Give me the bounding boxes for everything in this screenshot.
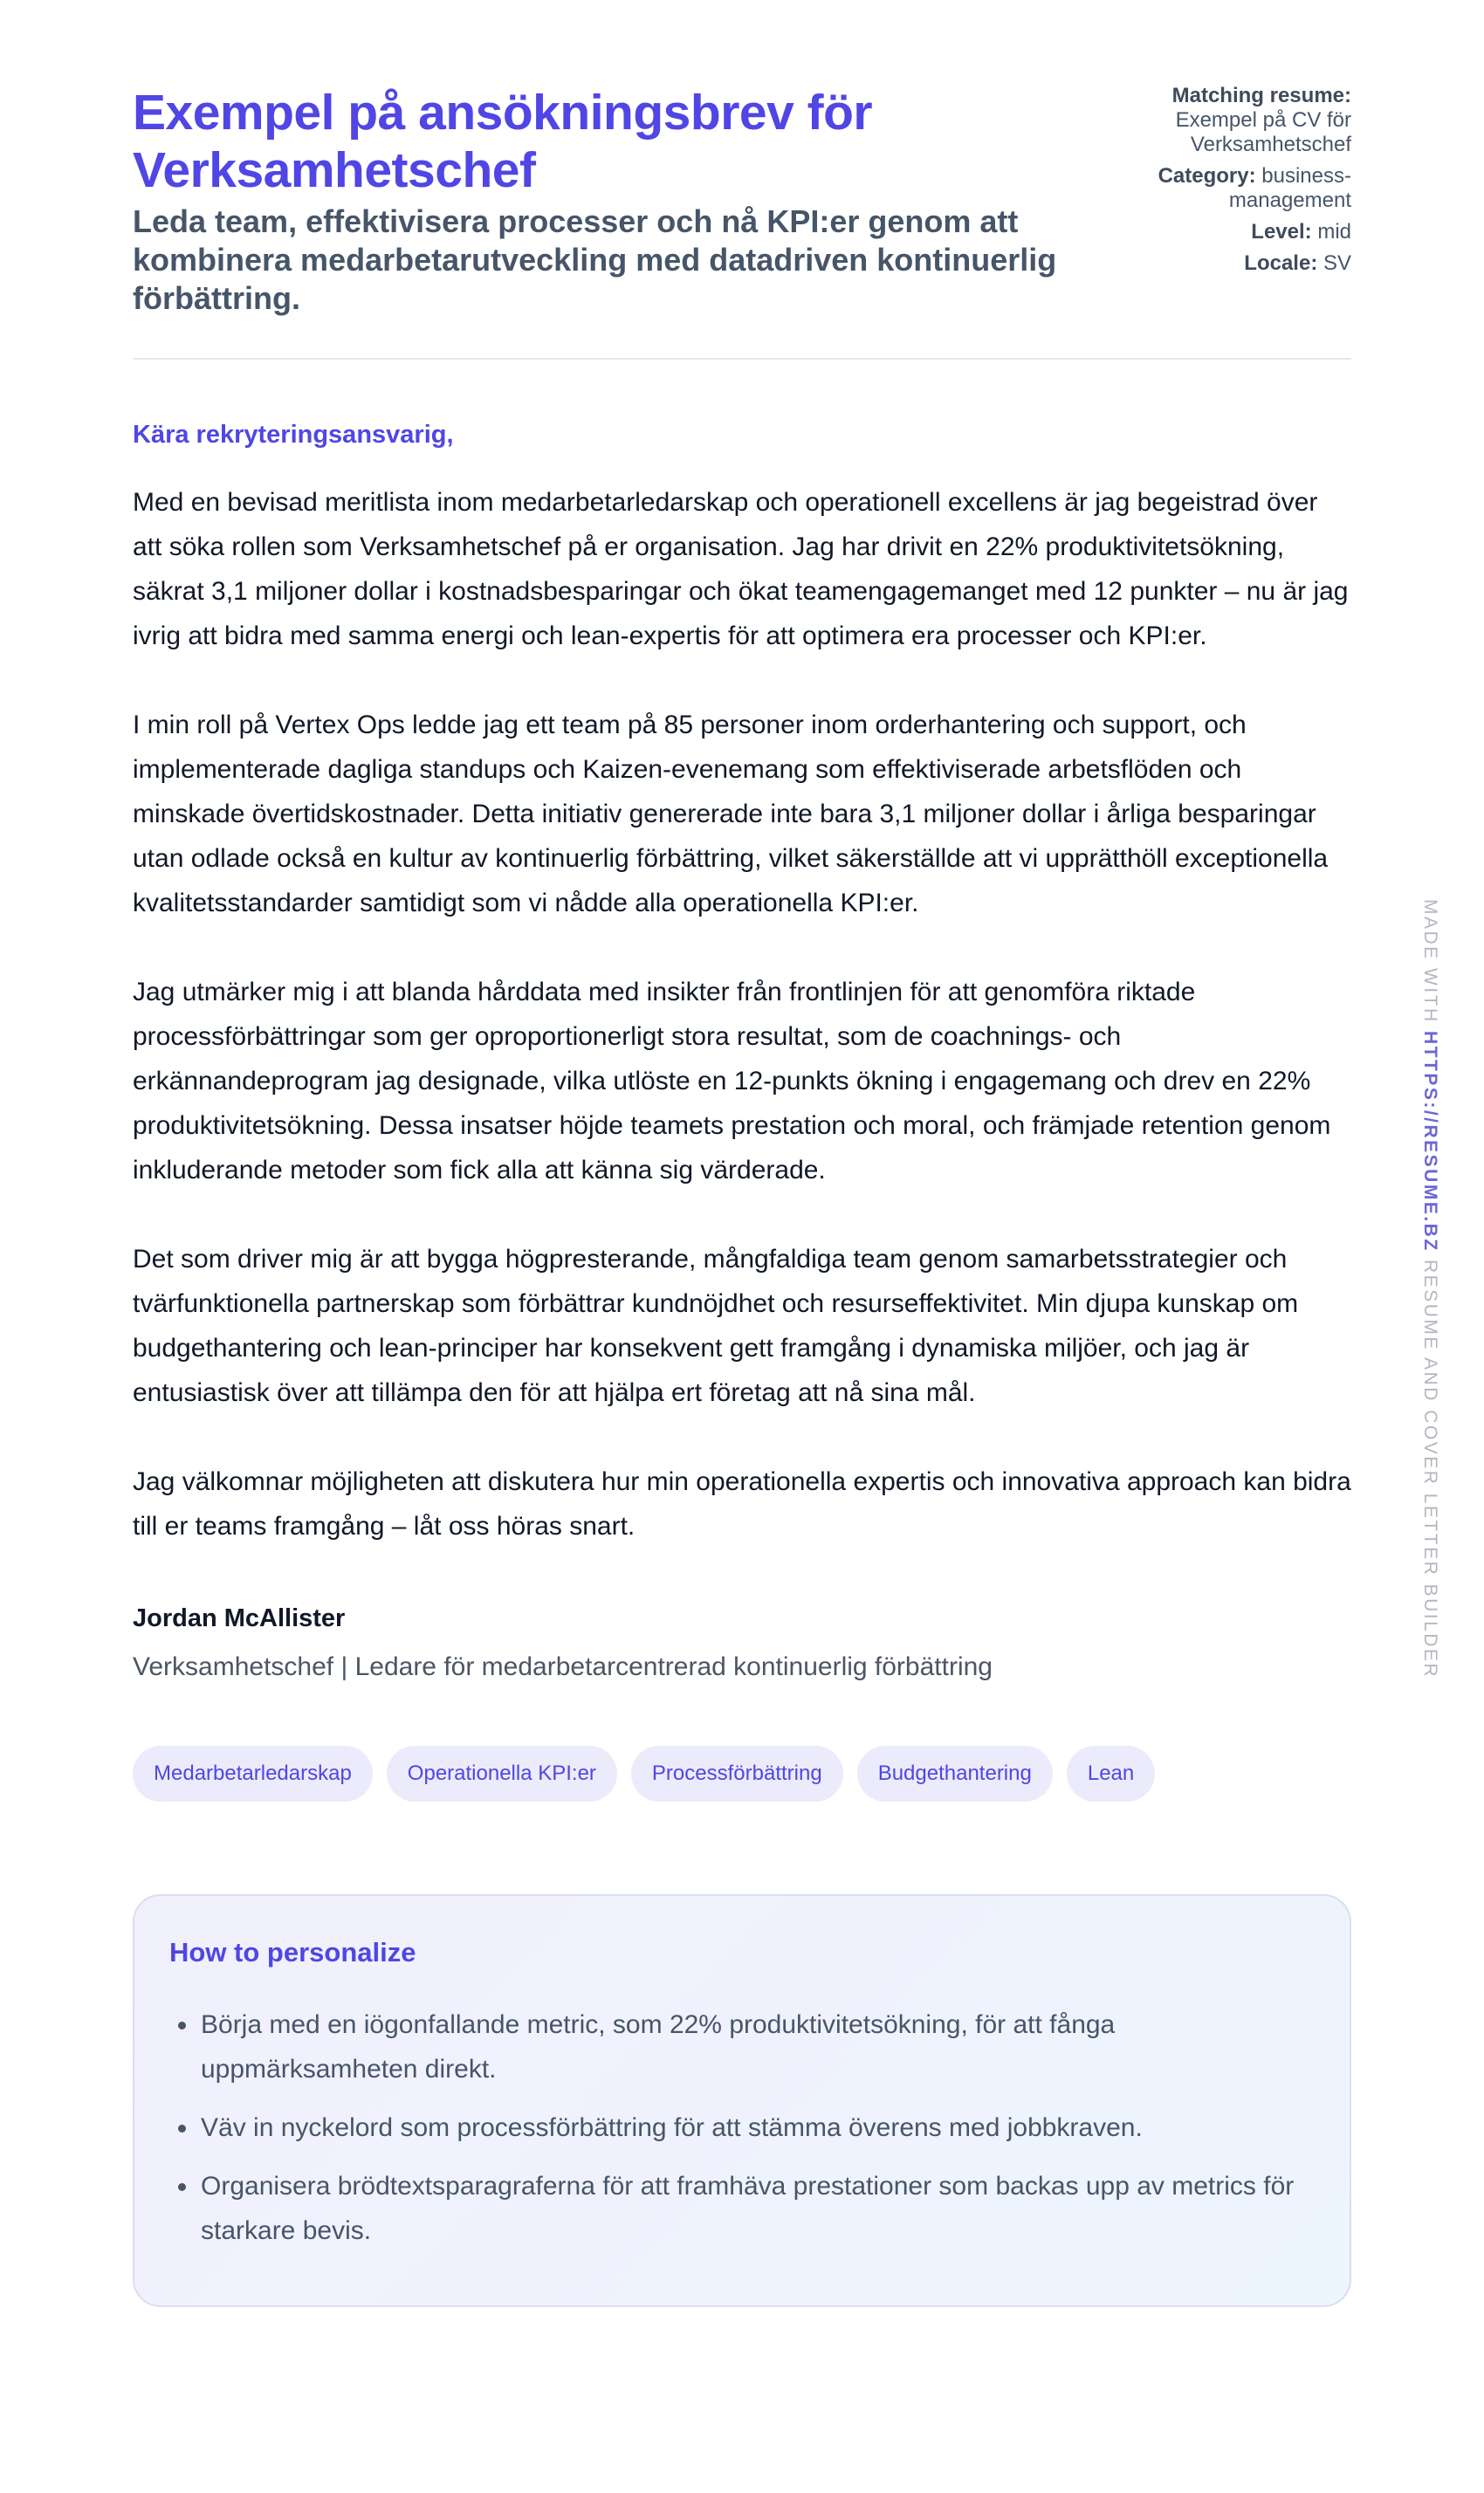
signature <box>133 1603 1351 1685</box>
signature-title: Verksamhetschef | Ledare för medarbetarcentrerad kontinuerlig förbättring <box>133 1652 993 1681</box>
skill-tag: Lean <box>1067 1746 1155 1802</box>
letter-body <box>133 419 1351 1685</box>
matching-resume-link[interactable]: Exempel på CV för Verksamhetschef <box>1175 108 1351 156</box>
skill-tag: Medarbetarledarskap <box>133 1746 373 1802</box>
letter-paragraph: Med en bevisad meritlista inom medarbetarledarskap och operationell excellens är jag begeistrad över att söka rollen som Verksamhetschef på er organisation. Jag har drivit en 22% produktivitetsökning, säkrat 3,1 miljoner dollar i kostnadsbesparingar och ökat teamengagemanget med 12 punkter – nu är jag ivrig att bidra med samma energi och lean-expertis för att optimera era processer och KPI:er. <box>133 488 1349 650</box>
page-subtitle: Leda team, effektivisera processer och nå KPI:er genom att kombinera medarbetarutveckling med datadriven kontinuerlig förbättring. <box>133 203 1057 316</box>
watermark-link[interactable]: HTTPS://RESUME.BZ <box>1420 1031 1440 1253</box>
salutation: Kära rekryteringsansvarig, <box>133 421 454 449</box>
header-titles <box>133 84 1058 318</box>
watermark <box>1414 899 1440 1679</box>
skill-tag: Processförbättring <box>631 1746 843 1802</box>
tip-item: Börja med en iögonfallande metric, som 22% produktivitetsökning, för att fånga uppmärksamheten direkt. <box>169 2002 1315 2091</box>
signature-name: Jordan McAllister <box>133 1604 346 1632</box>
meta-level <box>1107 220 1351 244</box>
tip-item: Väv in nyckelord som processförbättring för att stämma överens med jobbkraven. <box>169 2105 1315 2150</box>
letter-paragraph: I min roll på Vertex Ops ledde jag ett team på 85 personer inom orderhantering och support, och implementerade dagliga standups och Kaizen-evenemang som effektiviserade arbetsflöden och minskade övertidskostnader. Detta initiativ genererade inte bara 3,1 miljoner dollar i årliga besparingar utan odlade också en kultur av kontinuerlig förbättring, vilket säkerställde att vi upprätthöll exceptionella kvalitetsstandarder samtidigt som vi nådde alla operationella KPI:er. <box>133 711 1329 917</box>
meta-locale <box>1107 251 1351 276</box>
meta-label: Category: <box>1158 164 1256 188</box>
tips-list <box>169 2002 1315 2253</box>
letter-paragraph: Det som driver mig är att bygga högpresterande, mångfaldiga team genom samarbetsstrategier och tvärfunktionella partnerskap som förbättrar kundnöjdhet och resurseffektivitet. Min djupa kunskap om budgethantering och lean-principer har konsekvent gett framgång i dynamiska miljöer, och jag är entusiastisk över att tillämpa den för att hjälpa ert företag att nå sina mål. <box>133 1245 1299 1407</box>
watermark-prefix: MADE WITH <box>1420 899 1440 1024</box>
meta-label: Matching resume: <box>1171 84 1351 107</box>
personalize-tips-card <box>133 1894 1351 2307</box>
letter-paragraph: Jag utmärker mig i att blanda hårddata med insikter från frontlinjen för att genomföra riktade processförbättringar som ger oproportionerligt stora resultat, som de coachnings- och erkännandeprogram jag designade, vilka utlöste en 12-punkts ökning i engagemang och drev en 22% produktivitetsökning. Dessa insatser höjde teamets prestation och moral, och främjade retention genom inkluderande metoder som fick alla att känna sig värderade. <box>133 978 1331 1185</box>
meta-value: SV <box>1323 251 1351 275</box>
skill-tag: Budgethantering <box>857 1746 1053 1802</box>
skill-tag: Operationella KPI:er <box>387 1746 617 1802</box>
page-header <box>133 84 1351 360</box>
tip-item: Organisera brödtextsparagraferna för att framhäva prestationer som backas upp av metrics för starkare bevis. <box>169 2164 1315 2253</box>
tips-title: How to personalize <box>169 1937 416 1968</box>
cover-letter-page <box>133 84 1351 2307</box>
page-title: Exempel på ansökningsbrev för Verksamhetschef <box>133 85 873 198</box>
meta-panel <box>1107 84 1351 283</box>
skill-tags <box>133 1746 1351 1802</box>
meta-value: mid <box>1317 220 1351 244</box>
meta-label: Locale: <box>1244 251 1318 275</box>
letter-paragraph: Jag välkomnar möjligheten att diskutera hur min operationella expertis och innovativa approach kan bidra till er teams framgång – låt oss höras snart. <box>133 1467 1351 1541</box>
meta-value: business-management <box>1228 164 1351 212</box>
meta-matching-resume <box>1107 84 1351 157</box>
watermark-suffix: RESUME AND COVER LETTER BUILDER <box>1420 1260 1440 1679</box>
meta-label: Level: <box>1251 220 1312 244</box>
meta-category <box>1107 164 1351 213</box>
